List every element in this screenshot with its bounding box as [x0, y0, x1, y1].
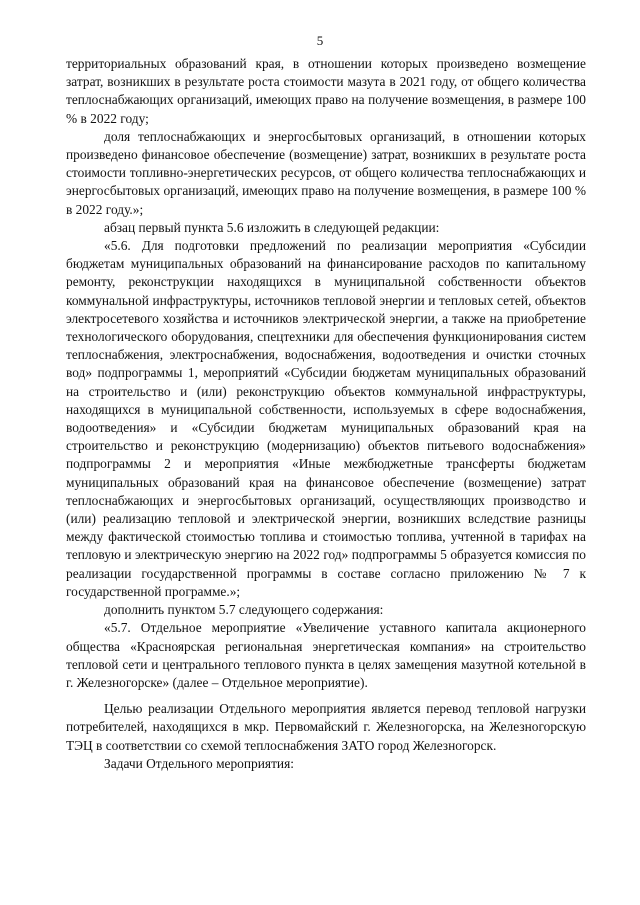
paragraph-3: абзац первый пункта 5.6 изложить в следующей редакции: [104, 219, 440, 235]
page-number: 5 [316, 33, 324, 48]
paragraph-2: доля теплоснабжающих и энергосбытовых организаций, в отношении которых произведено финансовое обеспечение (возмещение) затрат, возникших в результате роста стоимости топливно-энергетических ресурсов, от общего количества теплоснабжающих и энергосбытовых организаций, имеющих право на получение возмещения, в размере 100 % в 2022 году.»; [66, 128, 586, 217]
paragraph-4: «5.6. Для подготовки предложений по реализации мероприятия «Субсидии бюджетам муниципальных образований на финансирование расходов по капитальному ремонту, реконструкции находящихся в муниципальной собственности объектов коммунальной инфраструктуры, источников тепловой энергии и тепловых сетей, объектов электросетевого хозяйства и источников электрической энергии, а также на приобретение технологического оборудования, спецтехники для обеспечения функционирования систем теплоснабжения, электроснабжения, водоснабжения, водоотведения и очистки сточных вод» подпрограммы 1, мероприятий «Субсидии бюджетам муниципальных образований на строительство и (или) реконструкцию объектов коммунальной инфраструктуры, находящихся в муниципальной собственности, используемых в сфере водоснабжения, водоотведения» и «Субсидии бюджетам муниципальных образований края на строительство и реконструкцию (модернизацию) объектов питьевого водоснабжения» подпрограммы 2 и мероприятия «Иные межбюджетные трансферты бюджетам муниципальных образований края на финансовое обеспечение (возмещение) затрат теплоснабжающих и энергосбытовых организаций, осуществляющих производство и (или) реализацию тепловой и электрической энергии, возникших вследствие разницы между фактической стоимостью топлива и стоимостью топлива, учтенной в тарифах на тепловую и электрическую энергию на 2022 год» подпрограммы 5 образуется комиссия по реализации государственной программы в составе согласно приложению № 7 к государственной программе.»; [66, 238, 586, 599]
paragraph-8: Задачи Отдельного мероприятия: [104, 755, 294, 771]
paragraph-1: территориальных образований края, в отношении которых произведено возмещение затрат, возникших в результате роста стоимости мазута в 2021 году, от общего количества теплоснабжающих организаций, имеющих право на получение возмещения, в размере 100 % в 2022 году; [66, 56, 586, 126]
document-body [66, 55, 586, 773]
paragraph-6: «5.7. Отдельное мероприятие «Увеличение уставного капитала акционерного общества «Красноярская региональная энергетическая компания» на строительство тепловой сети и центрального теплового пункта в целях замещения мазутной котельной в г. Железногорске» (далее – Отдельное мероприятие). [66, 620, 586, 690]
paragraph-7: Целью реализации Отдельного мероприятия является перевод тепловой нагрузки потребителей, находящихся в мкр. Первомайский г. Железногорска, на Железногорскую ТЭЦ в соответствии со схемой теплоснабжения ЗАТО город Железногорск. [66, 701, 586, 753]
paragraph-5: дополнить пунктом 5.7 следующего содержания: [104, 602, 384, 618]
